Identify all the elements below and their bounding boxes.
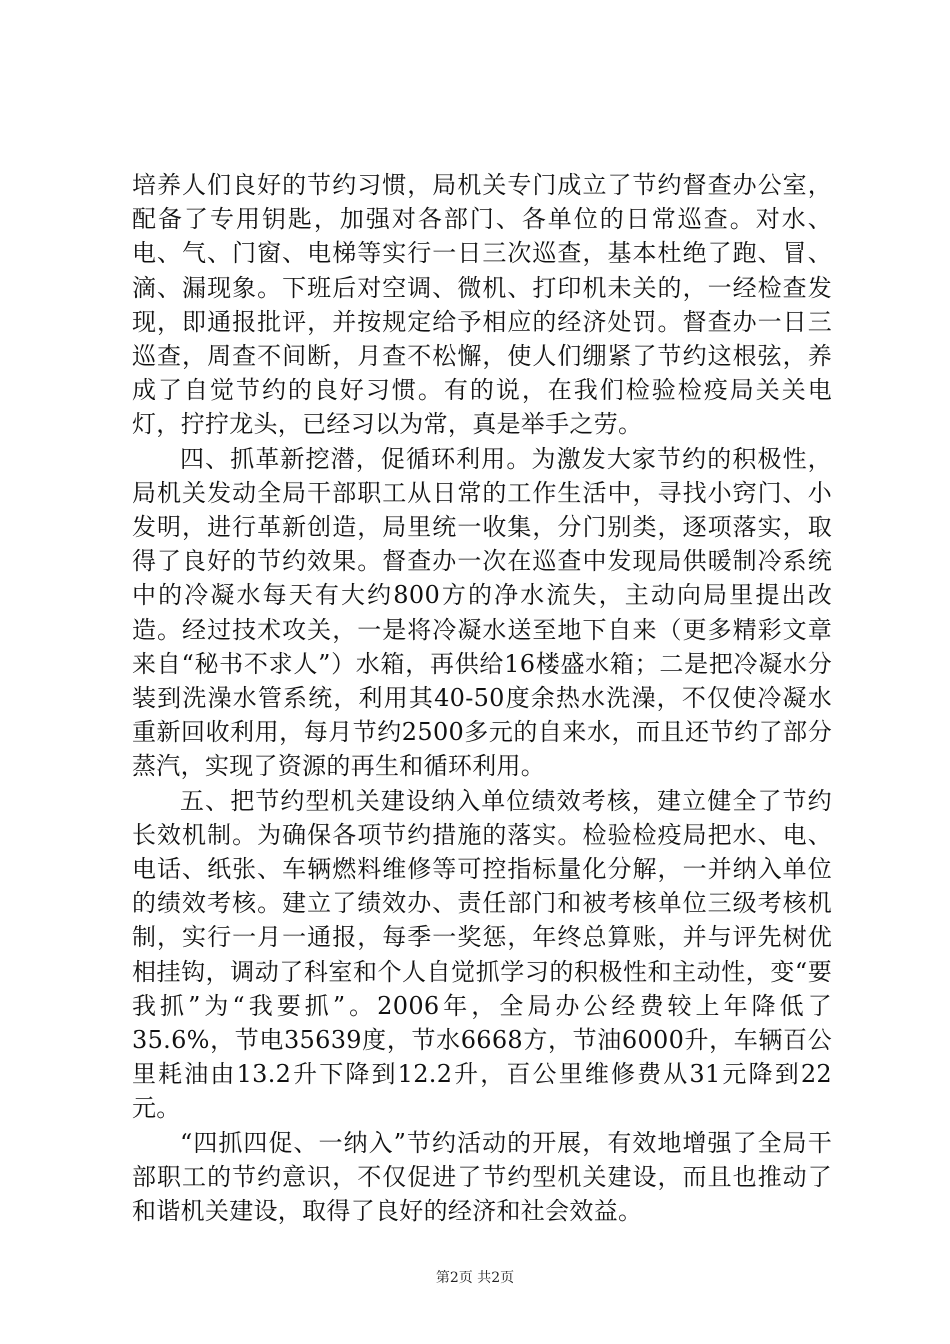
paragraph-section-four: 四、抓革新挖潜，促循环利用。为激发大家节约的积极性，局机关发动全局干部职工从日常的工作生活中，寻找小窍门、小发明，进行革新创造，局里统一收集，分门别类，逐项落实，取得了良好的节约效果。督查办一次在巡查中发现局供暖制冷系统中的冷凝水每天有大约800方的净水流失，主动向局里提出改造。经过技术攻关，一是将冷凝水送至地下自来（更多精彩文章来自“秘书不求人”）水箱，再供给16楼盛水箱；二是把冷凝水分装到洗澡水管系统，利用其40-50度余热水洗澡，不仅使冷凝水重新回收利用，每月节约2500多元的自来水，而且还节约了部分蒸汽，实现了资源的再生和循环利用。 — [132, 444, 832, 781]
paragraph-conclusion: “四抓四促、一纳入”节约活动的开展，有效地增强了全局干部职工的节约意识，不仅促进了节约型机关建设，而且也推动了和谐机关建设，取得了良好的经济和社会效益。 — [132, 1128, 832, 1226]
page-number-footer: 第2页 共2页 — [435, 1270, 515, 1286]
paragraph-continued: 培养人们良好的节约习惯，局机关专门成立了节约督查办公室，配备了专用钥匙，加强对各部门、各单位的日常巡查。对水、电、气、门窗、电梯等实行一日三次巡查，基本杜绝了跑、冒、滴、漏现象。下班后对空调、微机、打印机未关的，一经检查发现，即通报批评，并按规定给予相应的经济处罚。督查办一日三巡查，周查不间断，月查不松懈，使人们绷紧了节约这根弦，养成了自觉节约的良好习惯。有的说，在我们检验检疫局关关电灯，拧拧龙头，已经习以为常，真是举手之劳。 — [132, 171, 832, 439]
paragraph-section-five: 五、把节约型机关建设纳入单位绩效考核，建立健全了节约长效机制。为确保各项节约措施的落实。检验检疫局把水、电、电话、纸张、车辆燃料维修等可控指标量化分解，一并纳入单位的绩效考核。建立了绩效办、责任部门和被考核单位三级考核机制，实行一月一通报，每季一奖惩，年终总算账，并与评先树优相挂钩，调动了科室和个人自觉抓学习的积极性和主动性，变“要我抓”为“我要抓”。2006年，全局办公经费较上年降低了35.6%，节电35639度，节水6668方，节油6000升，车辆百公里耗油由13.2升下降到12.2升，百公里维修费从31元降到22元。 — [132, 786, 832, 1123]
document-body — [132, 168, 832, 1228]
